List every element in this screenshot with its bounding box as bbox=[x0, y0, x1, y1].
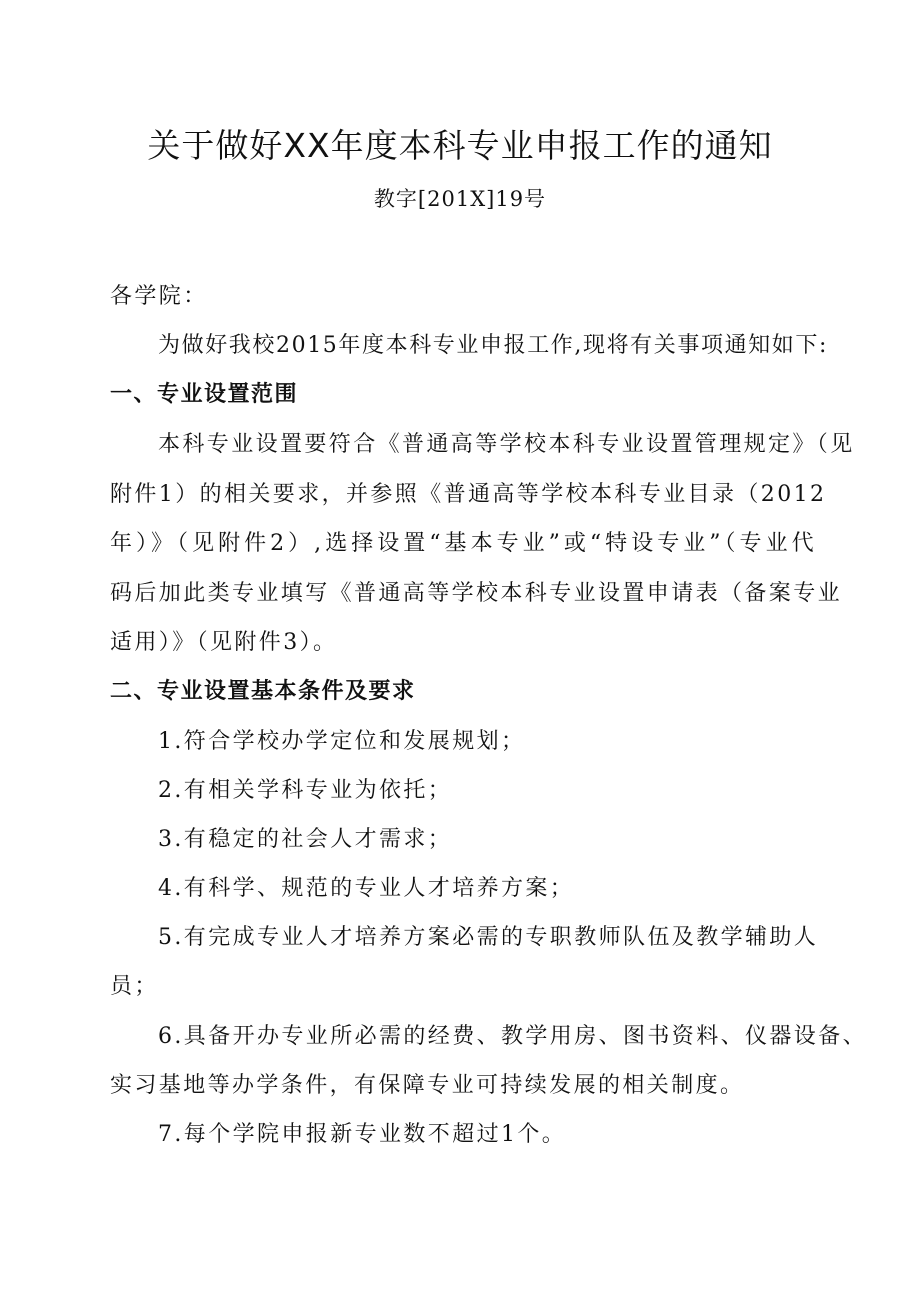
section1-line-5: 适用）》（见附件3）。 bbox=[110, 630, 338, 655]
document-title: 关于做好XX年度本科专业申报工作的通知 bbox=[147, 126, 773, 165]
document-number: 教字[201X]19号 bbox=[373, 187, 547, 211]
requirement-item-5-line-2: 员； bbox=[110, 974, 159, 999]
section1-heading: 一、专业设置范围 bbox=[110, 382, 299, 407]
section1-line-3: 年）》（见附件2）,选择设置“基本专业”或“特设专业”（专业代 bbox=[110, 531, 816, 556]
requirement-item-1: 1.符合学校办学定位和发展规划； bbox=[158, 729, 526, 754]
requirement-item-3: 3.有稳定的社会人才需求； bbox=[158, 827, 453, 852]
section2-heading: 二、专业设置基本条件及要求 bbox=[110, 679, 416, 704]
requirement-item-6-line-2: 实习基地等办学条件，有保障专业可持续发展的相关制度。 bbox=[110, 1073, 745, 1098]
section1-line-1: 本科专业设置要符合《普通高等学校本科专业设置管理规定》（见 bbox=[158, 432, 855, 457]
requirement-item-2: 2.有相关学科专业为依托； bbox=[158, 778, 453, 803]
section1-line-2: 附件1）的相关要求，并参照《普通高等学校本科专业目录（2012 bbox=[110, 482, 827, 507]
requirement-item-6-line-1: 6.具备开办专业所必需的经费、教学用房、图书资料、仪器设备、 bbox=[158, 1024, 867, 1049]
intro-paragraph: 为做好我校2015年度本科专业申报工作,现将有关事项通知如下: bbox=[158, 333, 828, 358]
requirement-item-5-line-1: 5.有完成专业人才培养方案必需的专职教师队伍及教学辅助人 bbox=[158, 925, 819, 950]
section1-line-4: 码后加此类专业填写《普通高等学校本科专业设置申请表（备案专业 bbox=[110, 581, 843, 606]
salutation: 各学院： bbox=[110, 284, 208, 309]
requirement-item-4: 4.有科学、规范的专业人才培养方案； bbox=[158, 876, 575, 901]
requirement-item-7: 7.每个学院申报新专业数不超过1个。 bbox=[158, 1122, 567, 1147]
